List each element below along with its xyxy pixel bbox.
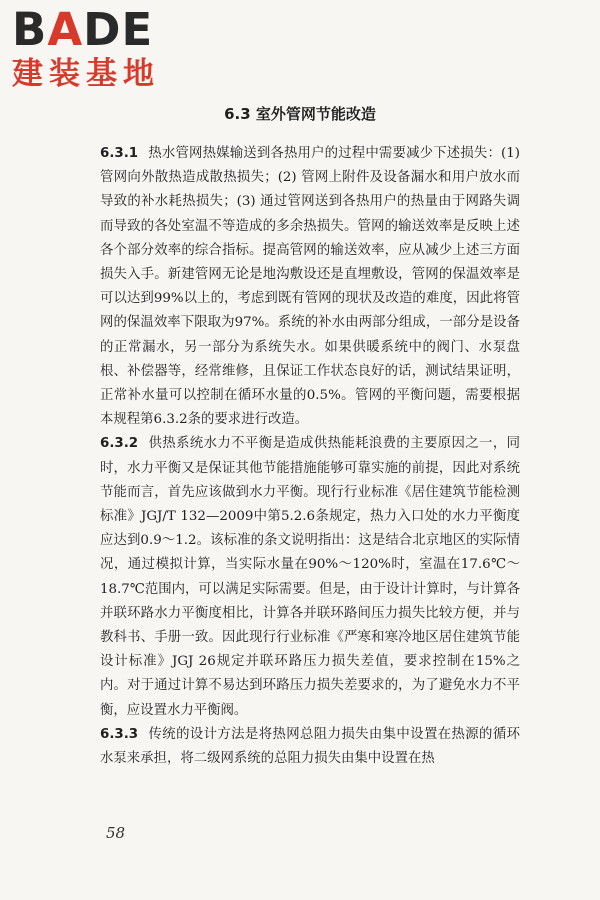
clause-paragraph — [100, 723, 520, 771]
document-body — [100, 142, 520, 771]
section-title: 6.3 室外管网节能改造 — [224, 105, 376, 123]
clause-number: 6.3.1 — [100, 146, 139, 161]
logo-wordmark: BADE — [12, 3, 154, 56]
clause-text: 热水管网热媒输送到各热用户的过程中需要减少下述损失：(1) 管网向外散热造成散热损失；(2) 管网上附件及设备漏水和用户放水而导致的补水耗热损失；(3) 通过管网送到各热用户的热量由于网路失调而导致的各处室温不等造成的多余热损失。管网的输送效率是反映上述各个部分效率的综合指标。提高管网的输送效率，应从减少上述三方面损失入手。新建管网无论是地沟敷设还是直埋敷设，管网的保温效率是可以达到99%以上的，考虑到既有管网的现状及改造的难度，因此将管网的保温效率下限取为97%。系统的补水由两部分组成，一部分是设备的正常漏水，另一部分为系统失水。如果供暖系统中的阀门、水泵盘根、补偿器等，经常维修，且保证工作状态良好的话，测试结果证明，正常补水量可以控制在循环水量的0.5%。管网的平衡问题，需要根据本规程第6.3.2条的要求进行改造。 — [100, 146, 520, 428]
logo-chinese-text: 建装基地 — [12, 56, 160, 92]
clause-paragraph — [100, 432, 520, 722]
page-number: 58 — [106, 824, 126, 842]
clause-text: 传统的设计方法是将热网总阻力损失由集中设置在热源的循环水泵来承担，将二级网系统的总阻力损失由集中设置在热 — [100, 726, 520, 767]
clause-text: 供热系统水力不平衡是造成供热能耗浪费的主要原因之一，同时，水力平衡又是保证其他节能措施能够可靠实施的前提，因此对系统节能而言，首先应该做到水力平衡。现行行业标准《居住建筑节能检测标准》JGJ/T 132—2009中第5.2.6条规定，热力入口处的水力平衡度应达到0.9～1.2。该标准的条文说明指出：这是结合北京地区的实际情况，通过模拟计算，当实际水量在90%～120%时，室温在17.6℃～18.7℃范围内，可以满足实际需要。但是，由于设计计算时，与计算各并联环路水力平衡度相比，计算各并联环路间压力损失比较方便，并与教科书、手册一致。因此现行行业标准《严寒和寒冷地区居住建筑节能设计标准》JGJ 26规定并联环路压力损失差值，要求控制在15%之内。对于通过计算不易达到环路压力损失差要求的，为了避免水力不平衡，应设置水力平衡阀。 — [100, 436, 520, 718]
clause-paragraph — [100, 142, 520, 432]
clause-number: 6.3.2 — [100, 436, 139, 452]
clause-number: 6.3.3 — [100, 726, 139, 742]
brand-logo — [12, 3, 162, 92]
